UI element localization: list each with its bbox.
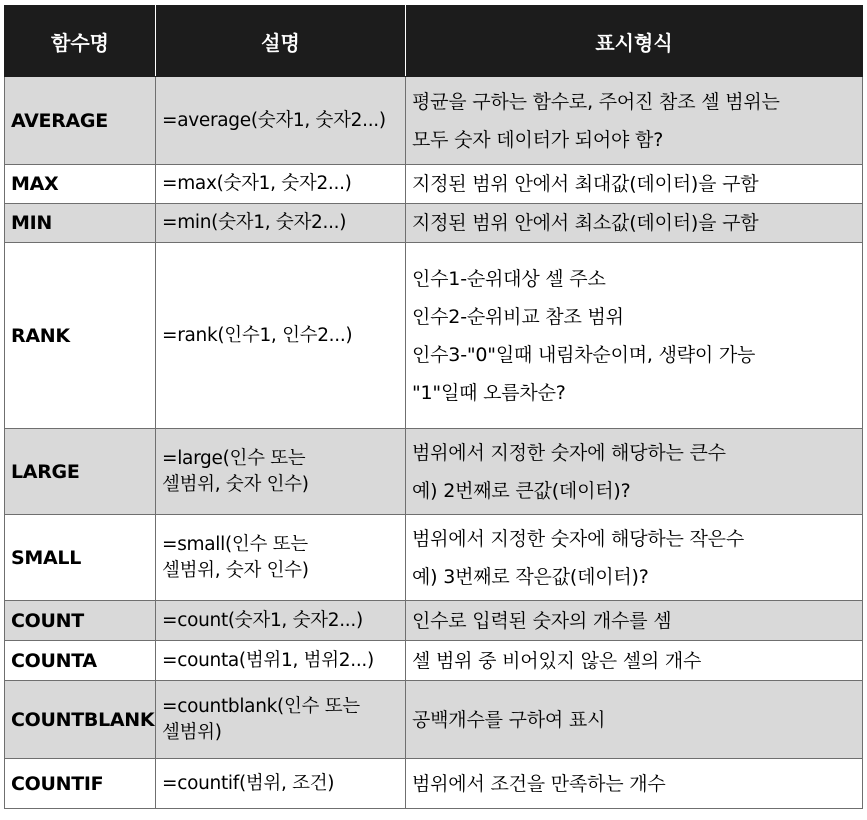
syntax-line: =counta(범위1, 범위2...) (162, 649, 374, 671)
description-line: 인수로 입력된 숫자의 개수를 셈 (412, 609, 672, 632)
function-name-cell: MAX (5, 165, 156, 204)
function-description-cell (406, 77, 863, 165)
description-line: "1"일때 오름차순? (412, 381, 566, 404)
function-description-cell (406, 165, 863, 204)
description-line: 공백개수를 구하여 표시 (412, 708, 606, 731)
syntax-line: 셀범위, 숫자 인수) (162, 559, 309, 581)
header-row (5, 6, 863, 77)
table-row (5, 515, 863, 601)
function-description-cell (406, 641, 863, 681)
syntax-line: =count(숫자1, 숫자2...) (162, 609, 363, 631)
syntax-line: =average(숫자1, 숫자2...) (162, 109, 386, 131)
function-name-cell: LARGE (5, 429, 156, 515)
description-line: 인수1-순위대상 셀 주소 (412, 267, 606, 290)
table-row (5, 759, 863, 809)
function-syntax-cell (156, 204, 406, 243)
function-name-cell: AVERAGE (5, 77, 156, 165)
table-row (5, 681, 863, 759)
description-line: 예) 3번째로 작은값(데이터)? (412, 565, 649, 588)
description-line: 지정된 범위 안에서 최소값(데이터)을 구함 (412, 212, 759, 234)
function-description-cell (406, 515, 863, 601)
table-body (5, 77, 863, 809)
function-name-cell: COUNTA (5, 641, 156, 681)
description-line: 범위에서 조건을 만족하는 개수 (412, 772, 666, 795)
function-description-cell (406, 204, 863, 243)
header-function-name: 함수명 (5, 6, 156, 77)
function-syntax-cell (156, 641, 406, 681)
syntax-line: =rank(인수1, 인수2...) (162, 324, 353, 346)
function-name-cell: COUNTBLANK (5, 681, 156, 759)
table-row (5, 165, 863, 204)
syntax-line: =max(숫자1, 숫자2...) (162, 173, 352, 194)
function-name-cell: SMALL (5, 515, 156, 601)
function-description-cell (406, 759, 863, 809)
description-line: 모두 숫자 데이터가 되어야 함? (412, 128, 664, 151)
description-line: 인수3-"0"일때 내림차순이며, 생략이 가능 (412, 343, 756, 366)
function-table-container (4, 5, 863, 809)
table-row (5, 77, 863, 165)
syntax-line: 셀범위, 숫자 인수) (162, 473, 309, 495)
syntax-line: =countif(범위, 조건) (162, 772, 335, 794)
function-name-cell: COUNT (5, 601, 156, 641)
description-line: 셀 범위 중 비어있지 않은 셀의 개수 (412, 649, 702, 672)
table-row (5, 601, 863, 641)
syntax-line: =large(인수 또는 (162, 447, 306, 469)
function-syntax-cell (156, 515, 406, 601)
description-line: 범위에서 지정한 숫자에 해당하는 작은수 (412, 527, 744, 550)
header-description: 설명 (156, 6, 406, 77)
function-name-cell: COUNTIF (5, 759, 156, 809)
description-line: 인수2-순위비교 참조 범위 (412, 305, 624, 328)
description-line: 지정된 범위 안에서 최대값(데이터)을 구함 (412, 173, 759, 195)
table-row (5, 204, 863, 243)
description-line: 범위에서 지정한 숫자에 해당하는 큰수 (412, 441, 726, 464)
function-description-cell (406, 243, 863, 429)
function-description-cell (406, 601, 863, 641)
description-line: 평균을 구하는 함수로, 주어진 참조 셀 범위는 (412, 90, 780, 113)
function-syntax-cell (156, 681, 406, 759)
function-table (4, 5, 863, 809)
header-display-format: 표시형식 (406, 6, 863, 77)
function-description-cell (406, 429, 863, 515)
function-name-cell: RANK (5, 243, 156, 429)
syntax-line: =countblank(인수 또는 (162, 695, 360, 717)
function-syntax-cell (156, 429, 406, 515)
table-row (5, 243, 863, 429)
function-syntax-cell (156, 243, 406, 429)
function-syntax-cell (156, 77, 406, 165)
table-row (5, 429, 863, 515)
syntax-line: 셀범위) (162, 721, 222, 743)
function-syntax-cell (156, 759, 406, 809)
syntax-line: =min(숫자1, 숫자2...) (162, 212, 347, 233)
description-line: 예) 2번째로 큰값(데이터)? (412, 479, 631, 502)
function-syntax-cell (156, 165, 406, 204)
function-name-cell: MIN (5, 204, 156, 243)
function-description-cell (406, 681, 863, 759)
table-row (5, 641, 863, 681)
syntax-line: =small(인수 또는 (162, 533, 308, 555)
function-syntax-cell (156, 601, 406, 641)
